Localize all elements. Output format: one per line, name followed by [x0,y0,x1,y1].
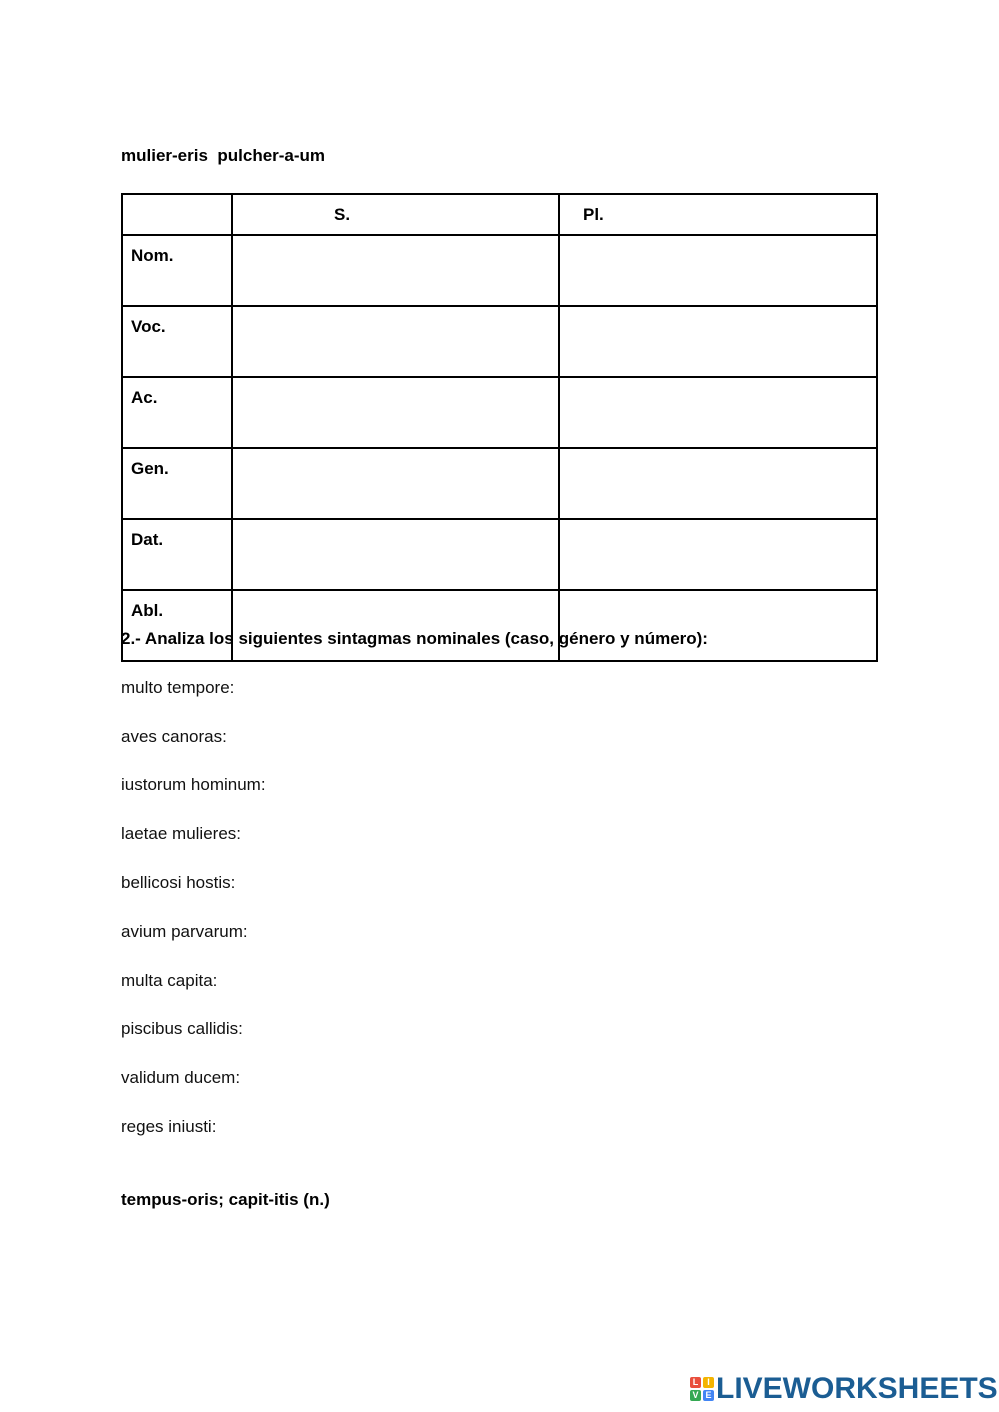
table-header-row [122,194,877,235]
header-cell-empty [122,194,232,235]
table-row [122,306,877,377]
header-cell-singular: S. [232,194,559,235]
table-row [122,377,877,448]
phrase-item: avium parvarum: [121,922,248,941]
phrase-item: bellicosi hostis: [121,873,236,892]
answer-cell-plural[interactable] [559,377,877,448]
table-heading: mulier-eris pulcher-a-um [121,146,326,165]
footer-heading: tempus-oris; capit-itis (n.) [121,1190,330,1209]
logo-letter: I [703,1377,714,1388]
logo-letter: E [703,1390,714,1401]
case-label: Nom. [122,235,232,306]
answer-cell-singular[interactable] [232,519,559,590]
section-heading: 2.- Analiza los siguientes sintagmas nominales (caso, género y número): [121,629,708,648]
case-label: Abl. [122,590,232,661]
phrase-item: validum ducem: [121,1068,241,1087]
table-row [122,590,877,661]
answer-cell-singular[interactable] [232,306,559,377]
answer-cell-singular[interactable] [232,377,559,448]
phrase-item: aves canoras: [121,727,227,746]
phrase-item: laetae mulieres: [121,824,242,843]
liveworksheets-brand [690,1372,998,1406]
answer-cell-plural[interactable] [559,235,877,306]
case-label: Voc. [122,306,232,377]
case-label: Dat. [122,519,232,590]
declension-table [121,193,878,662]
phrase-item: multo tempore: [121,678,235,697]
answer-cell-plural[interactable] [559,306,877,377]
answer-cell-plural[interactable] [559,519,877,590]
answer-cell-singular[interactable] [232,448,559,519]
case-label: Gen. [122,448,232,519]
phrase-item: iustorum hominum: [121,775,266,794]
table-row [122,519,877,590]
logo-letter: L [690,1377,701,1388]
phrase-item: piscibus callidis: [121,1019,243,1038]
phrase-item: reges iniusti: [121,1117,217,1136]
answer-cell-singular[interactable] [232,235,559,306]
answer-cell-singular[interactable] [232,590,559,661]
logo-letter: V [690,1390,701,1401]
table-row [122,235,877,306]
header-cell-plural: Pl. [559,194,877,235]
liveworksheets-logo-icon [690,1377,714,1401]
answer-cell-plural[interactable] [559,448,877,519]
phrase-item: multa capita: [121,971,218,990]
table-row [122,448,877,519]
brand-wordmark: LIVEWORKSHEETS [716,1372,998,1405]
answer-cell-plural[interactable] [559,590,877,661]
case-label: Ac. [122,377,232,448]
